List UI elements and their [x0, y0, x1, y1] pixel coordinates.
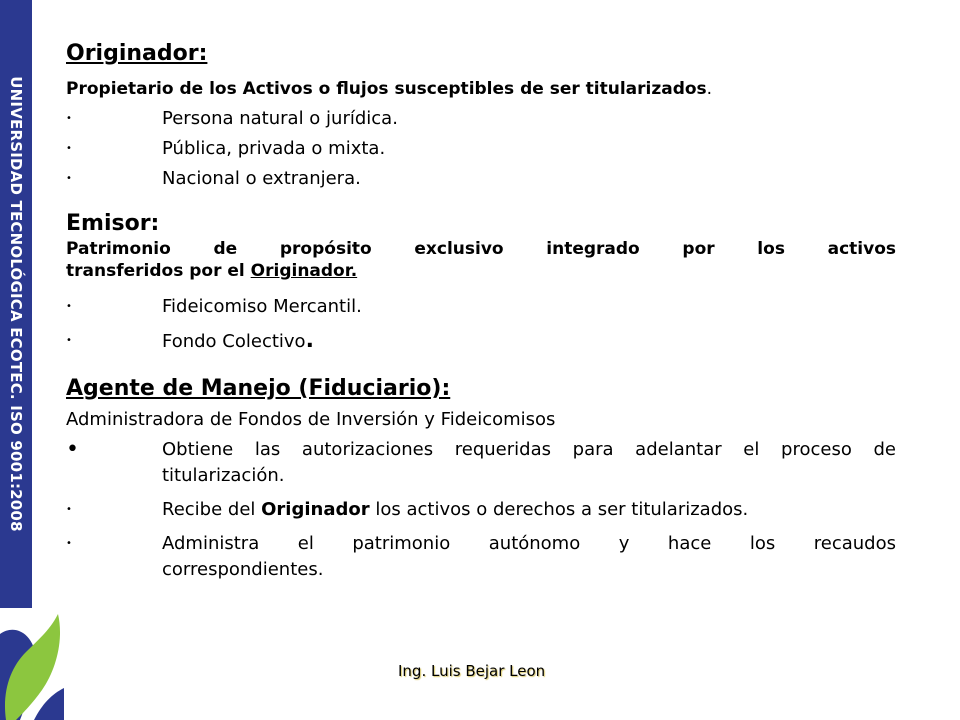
university-name: UNIVERSIDAD TECNOLÓGICA ECOTEC. ISO 9001:2008 — [7, 76, 25, 532]
ecotec-leaf-logo — [0, 612, 66, 720]
emisor-bullet: • Fideicomiso Mercantil. — [66, 294, 896, 320]
bullet-dot-icon: • — [66, 437, 79, 462]
emisor-title: Emisor: — [66, 211, 160, 236]
emisor-description-line2: transferidos por el Originador. — [66, 261, 358, 281]
agente-title: Agente de Manejo (Fiduciario): — [66, 376, 451, 401]
agente-bullet: • Obtiene las autorizaciones requeridas para adelantar el proceso de titularización. — [66, 437, 896, 486]
agente-bullet: • Administra el patrimonio autónomo y hace los recaudos correspondientes. — [66, 533, 896, 580]
bullet-dot-icon: • — [66, 504, 72, 515]
agente-description: Administradora de Fondos de Inversión y Fideicomisos — [66, 409, 556, 430]
originador-bullet: • Persona natural o jurídica. — [66, 106, 896, 132]
bullet-dot-icon: • — [66, 538, 72, 549]
emisor-description-line1: Patrimonio de propósito exclusivo integrado por los activos — [66, 239, 896, 259]
bullet-dot-icon: • — [66, 173, 72, 184]
slide-content — [66, 40, 896, 583]
originador-bullet: • Nacional o extranjera. — [66, 166, 896, 192]
originador-title: Originador: — [66, 41, 208, 66]
emisor-bullet: • Fondo Colectivo. — [66, 328, 314, 353]
author-footer: Ing. Luis Bejar Leon — [398, 662, 546, 680]
bullet-dot-icon: • — [66, 301, 72, 312]
bullet-dot-icon: • — [66, 143, 72, 154]
agente-bullet: • Recibe del Originador los activos o derechos a ser titularizados. — [66, 497, 896, 523]
bullet-dot-icon: • — [66, 113, 72, 124]
originador-bullet: • Pública, privada o mixta. — [66, 136, 896, 162]
bullet-dot-icon: • — [66, 335, 72, 346]
university-sidebar — [0, 0, 32, 608]
originador-description: Propietario de los Activos o flujos susceptibles de ser titularizados. — [66, 79, 713, 99]
